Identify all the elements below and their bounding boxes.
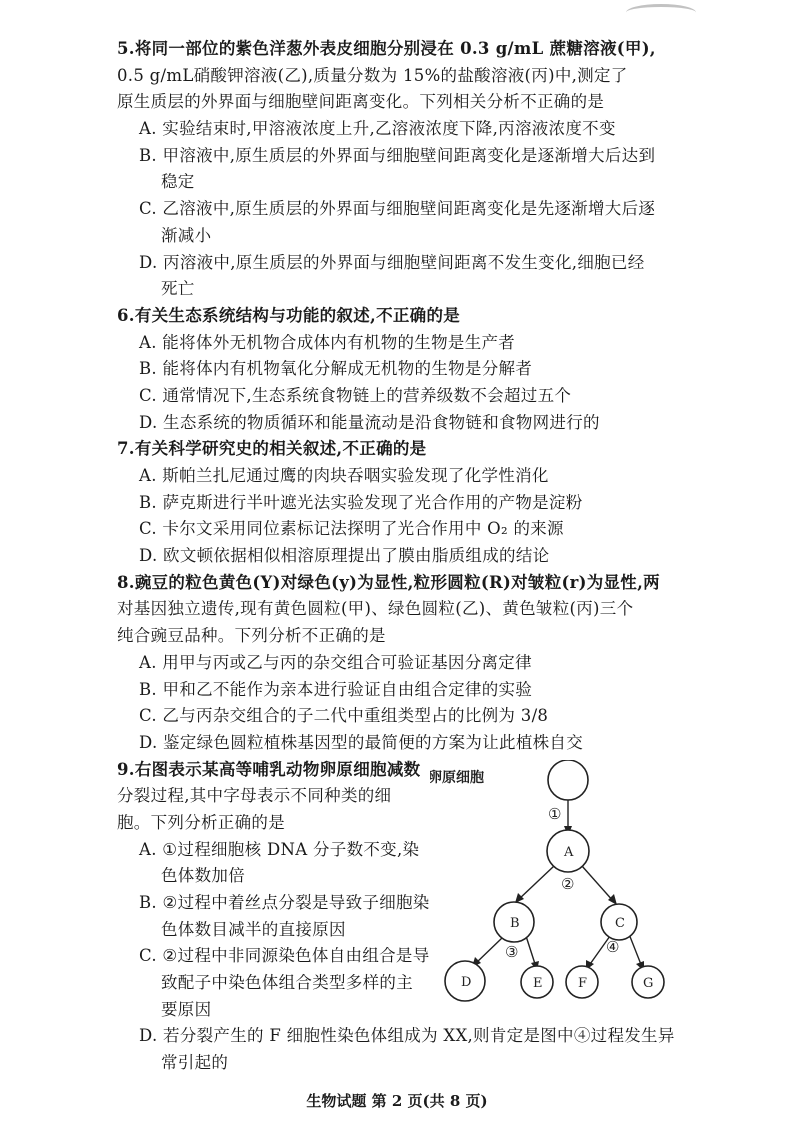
question-8 (117, 570, 697, 757)
node-c-label: C (615, 916, 625, 931)
node-e-label: E (533, 976, 543, 991)
node-a-label: A (564, 845, 574, 860)
option-C-continued: 要原因 (161, 999, 212, 1019)
option-C-continued: 致配子中染色体组合类型多样的主 (161, 973, 413, 993)
question-stem-continued: 纯合豌豆品种。下列分析不正确的是 (117, 626, 386, 646)
question-stem: 5.将同一部位的紫色洋葱外表皮细胞分别浸在 0.3 g/mL 蔗糖溶液(甲), (117, 39, 656, 58)
option-B-continued: 色体数目减半的直接原因 (161, 919, 346, 939)
edge-a-b (518, 866, 554, 900)
option-C-continued: 渐减小 (161, 225, 212, 245)
option-A: A. ①过程细胞核 DNA 分子数不变,染 (139, 839, 420, 859)
node-f-label: F (578, 976, 588, 991)
node-b-label: B (510, 916, 520, 931)
option-A: A. 斯帕兰扎尼通过鹰的肉块吞咽实验发现了化学性消化 (139, 466, 549, 485)
edge-a-c (582, 866, 614, 902)
option-D: D. 生态系统的物质循环和能量流动是沿食物链和食物网进行的 (139, 412, 600, 432)
option-C: C. 卡尔文采用同位素标记法探明了光合作用中 O₂ 的来源 (139, 519, 564, 539)
option-A: A. 用甲与丙或乙与丙的杂交组合可验证基因分离定律 (139, 652, 532, 672)
node-g-label: G (643, 976, 654, 991)
option-D-continued: 常引起的 (161, 1053, 229, 1073)
step-1-label: ① (548, 805, 562, 823)
option-C: C. ②过程中非同源染色体自由组合是导 (139, 946, 430, 966)
scan-smudge (626, 4, 696, 21)
option-D: D. 若分裂产生的 F 细胞性染色体组成为 XX,则肯定是图中④过程发生异 (139, 1026, 675, 1046)
page-footer: 生物试题 第 2 页(共 8 页) (306, 1092, 488, 1110)
option-A-continued: 色体数加倍 (161, 866, 245, 886)
question-stem-continued: 分裂过程,其中字母表示不同种类的细 (117, 786, 392, 806)
option-B-continued: 稳定 (161, 172, 195, 192)
question-stem: 9.右图表示某高等哺乳动物卵原细胞减数 (117, 759, 421, 779)
option-C: C. 通常情况下,生态系统食物链上的营养级数不会超过五个 (139, 385, 572, 405)
option-C: C. 乙溶液中,原生质层的外界面与细胞壁间距离变化是先逐渐增大后逐 (139, 199, 656, 219)
step-4-label: ④ (606, 938, 620, 956)
option-B: B. 甲溶液中,原生质层的外界面与细胞壁间距离变化是逐渐增大后达到 (139, 145, 656, 165)
step-3-label: ③ (505, 943, 519, 961)
question-stem-continued: 原生质层的外界面与细胞壁间距离变化。下列相关分析不正确的是 (117, 92, 605, 112)
arrow-head-c (608, 894, 617, 905)
option-D: D. 丙溶液中,原生质层的外界面与细胞壁间距离不发生变化,细胞已经 (139, 252, 645, 272)
option-C: C. 乙与丙杂交组合的子二代中重组类型占的比例为 3/8 (139, 706, 549, 726)
node-root (548, 760, 588, 800)
question-stem: 6.有关生态系统结构与功能的叙述,不正确的是 (117, 305, 461, 325)
question-7 (117, 436, 697, 569)
edge-b-d (475, 938, 502, 964)
question-stem: 8.豌豆的粒色黄色(Y)对绿色(y)为显性,粒形圆粒(R)对皱粒(r)为显性,两 (117, 572, 660, 592)
question-stem-continued: 胞。下列分析正确的是 (117, 812, 285, 832)
question-5 (117, 36, 697, 303)
option-B: B. 萨克斯进行半叶遮光法实验发现了光合作用的产物是淀粉 (139, 492, 583, 512)
question-stem: 7.有关科学研究史的相关叙述,不正确的是 (117, 439, 427, 459)
option-D: D. 欧文顿依据相似相溶原理提出了膜由脂质组成的结论 (139, 546, 550, 566)
option-B: B. ②过程中着丝点分裂是导致子细胞染 (139, 893, 430, 912)
option-D-continued: 死亡 (161, 279, 195, 299)
root-label: 卵原细胞 (430, 770, 484, 786)
option-B: B. 甲和乙不能作为亲本进行验证自由组合定律的实验 (139, 679, 533, 699)
option-D: D. 鉴定绿色圆粒植株基因型的最简便的方案为让此植株自交 (139, 732, 584, 752)
node-d-label: D (461, 975, 472, 990)
question-stem-continued: 对基因独立遗传,现有黄色圆粒(甲)、绿色圆粒(乙)、黄色皱粒(丙)三个 (117, 599, 634, 619)
question-6 (117, 303, 697, 436)
option-B: B. 能将体内有机物氧化分解成无机物的生物是分解者 (139, 359, 533, 379)
option-A: A. 能将体外无机物合成体内有机物的生物是生产者 (139, 332, 516, 352)
question-stem-continued: 0.5 g/mL硝酸钾溶液(乙),质量分数为 15%的盐酸溶液(丙)中,测定了 (117, 65, 628, 85)
option-A: A. 实验结束时,甲溶液浓度上升,乙溶液浓度下降,丙溶液浓度不变 (139, 119, 616, 139)
step-2-label: ② (561, 875, 575, 893)
meiosis-diagram (430, 760, 680, 1010)
edge-c-g (629, 934, 642, 967)
